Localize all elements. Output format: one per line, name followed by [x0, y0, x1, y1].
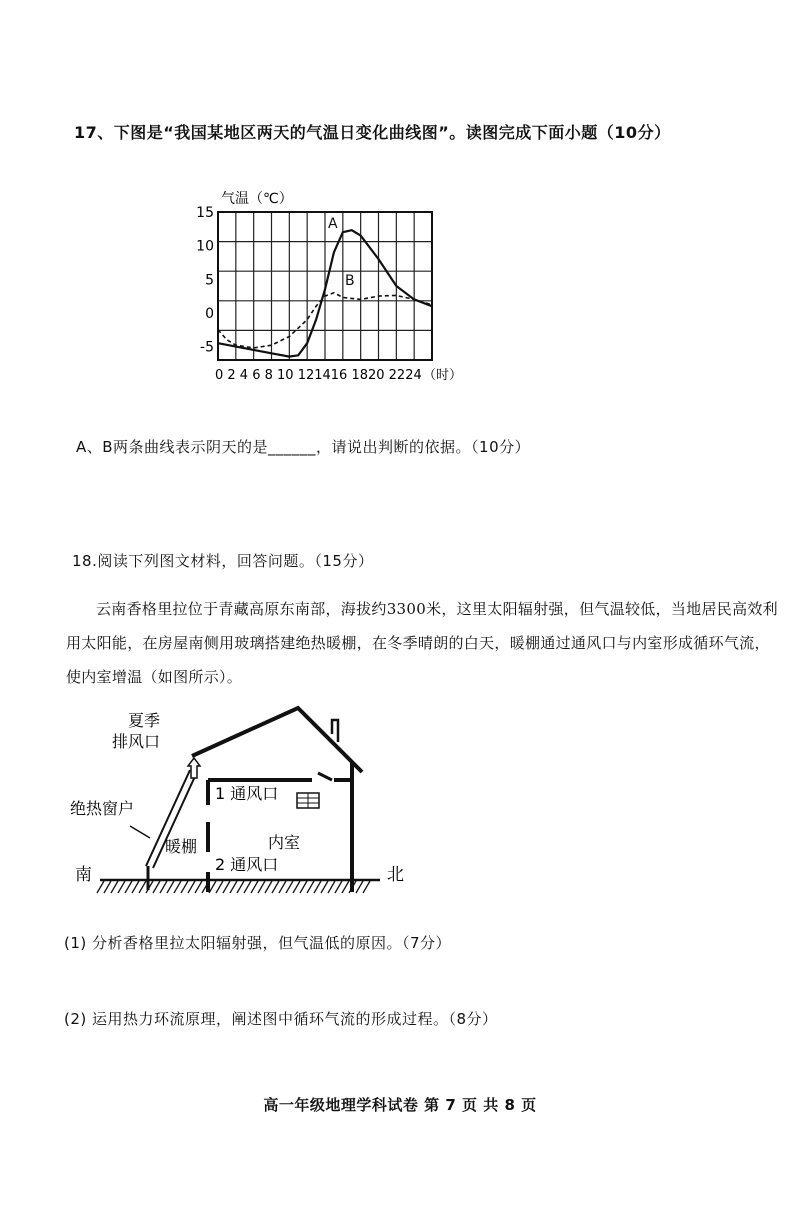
hatch-stroke — [251, 881, 258, 893]
x-axis-unit: （时） — [423, 368, 463, 383]
label-greenhouse: 暖棚 — [165, 837, 198, 856]
hatch-stroke — [244, 881, 251, 893]
hatch-stroke — [174, 881, 181, 893]
window-leader-line — [130, 826, 150, 838]
roof — [192, 708, 362, 772]
hatch-stroke — [97, 881, 104, 893]
label-vent-2: 2 通风口 — [215, 855, 279, 874]
label-vent-1: 1 通风口 — [215, 784, 279, 803]
y-tick-label: 5 — [205, 272, 214, 289]
question-18-title: 18.阅读下列图文材料，回答问题。（15分） — [72, 552, 374, 570]
hatch-stroke — [160, 881, 167, 893]
x-tick-labels: 0 2 4 6 8 10 121416 1820 2224 — [215, 368, 422, 383]
y-axis-label: 气温（℃） — [221, 191, 293, 207]
hatch-stroke — [118, 881, 125, 893]
question-18-sub-2: (2) 运用热力环流原理，阐述图中循环气流的形成过程。（8分） — [64, 1010, 498, 1028]
hatch-stroke — [139, 881, 146, 893]
question-18-sub-1: (1) 分析香格里拉太阳辐射强，但气温低的原因。（7分） — [64, 934, 452, 952]
hatch-stroke — [153, 881, 160, 893]
hatch-stroke — [356, 881, 363, 893]
hatch-stroke — [132, 881, 139, 893]
y-tick-label: -5 — [200, 339, 214, 356]
hatch-stroke — [195, 881, 202, 893]
hatch-stroke — [328, 881, 335, 893]
page-footer: 高一年级地理学科试卷 第 7 页 共 8 页 — [263, 1096, 537, 1114]
hatch-stroke — [300, 881, 307, 893]
label-north: 北 — [387, 865, 404, 885]
hatch-stroke — [335, 881, 342, 893]
hatch-stroke — [286, 881, 293, 893]
y-tick-label: 10 — [196, 238, 214, 255]
hatch-stroke — [307, 881, 314, 893]
hatch-stroke — [188, 881, 195, 893]
series-label-A: A — [328, 216, 338, 232]
hatch-stroke — [181, 881, 188, 893]
hatch-stroke — [265, 881, 272, 893]
label-insulated-window: 绝热窗户 — [70, 799, 135, 818]
hatch-stroke — [342, 881, 349, 893]
question-17-title: 17、下图是“我国某地区两天的气温日变化曲线图”。读图完成下面小题（10分） — [74, 123, 671, 142]
hatch-stroke — [363, 881, 370, 893]
y-tick-label: 0 — [205, 305, 214, 322]
hatch-stroke — [125, 881, 132, 893]
hatch-stroke — [104, 881, 111, 893]
hatch-stroke — [167, 881, 174, 893]
chimney — [332, 720, 338, 742]
question-18-material: 云南香格里拉位于青藏高原东南部，海拔约3300米，这里太阳辐射强，但气温较低，当地居民高效利用太阳能，在房屋南侧用玻璃搭建绝热暖棚，在冬季晴朗的白天，暖棚通过通风口与内室形成循环气流，使内室增温（如图所示）。 — [66, 600, 778, 686]
label-summer: 夏季 — [128, 711, 161, 730]
vent-flap — [318, 773, 332, 780]
ground-hatch — [97, 881, 370, 893]
hatch-stroke — [272, 881, 279, 893]
label-exhaust-vent: 排风口 — [112, 732, 161, 751]
hatch-stroke — [321, 881, 328, 893]
hatch-stroke — [223, 881, 230, 893]
hatch-stroke — [314, 881, 321, 893]
hatch-stroke — [209, 881, 216, 893]
window-icon — [297, 793, 319, 808]
hatch-stroke — [111, 881, 118, 893]
label-south: 南 — [75, 865, 92, 885]
exhaust-arrow-icon — [188, 758, 200, 778]
label-inner-room: 内室 — [268, 833, 301, 852]
series-label-B: B — [345, 273, 355, 289]
hatch-stroke — [216, 881, 223, 893]
hatch-stroke — [258, 881, 265, 893]
question-17-prompt: A、B两条曲线表示阴天的是______，请说出判断的依据。（10分） — [76, 438, 531, 456]
y-tick-label: 15 — [196, 205, 214, 221]
hatch-stroke — [293, 881, 300, 893]
hatch-stroke — [237, 881, 244, 893]
hatch-stroke — [279, 881, 286, 893]
hatch-stroke — [230, 881, 237, 893]
